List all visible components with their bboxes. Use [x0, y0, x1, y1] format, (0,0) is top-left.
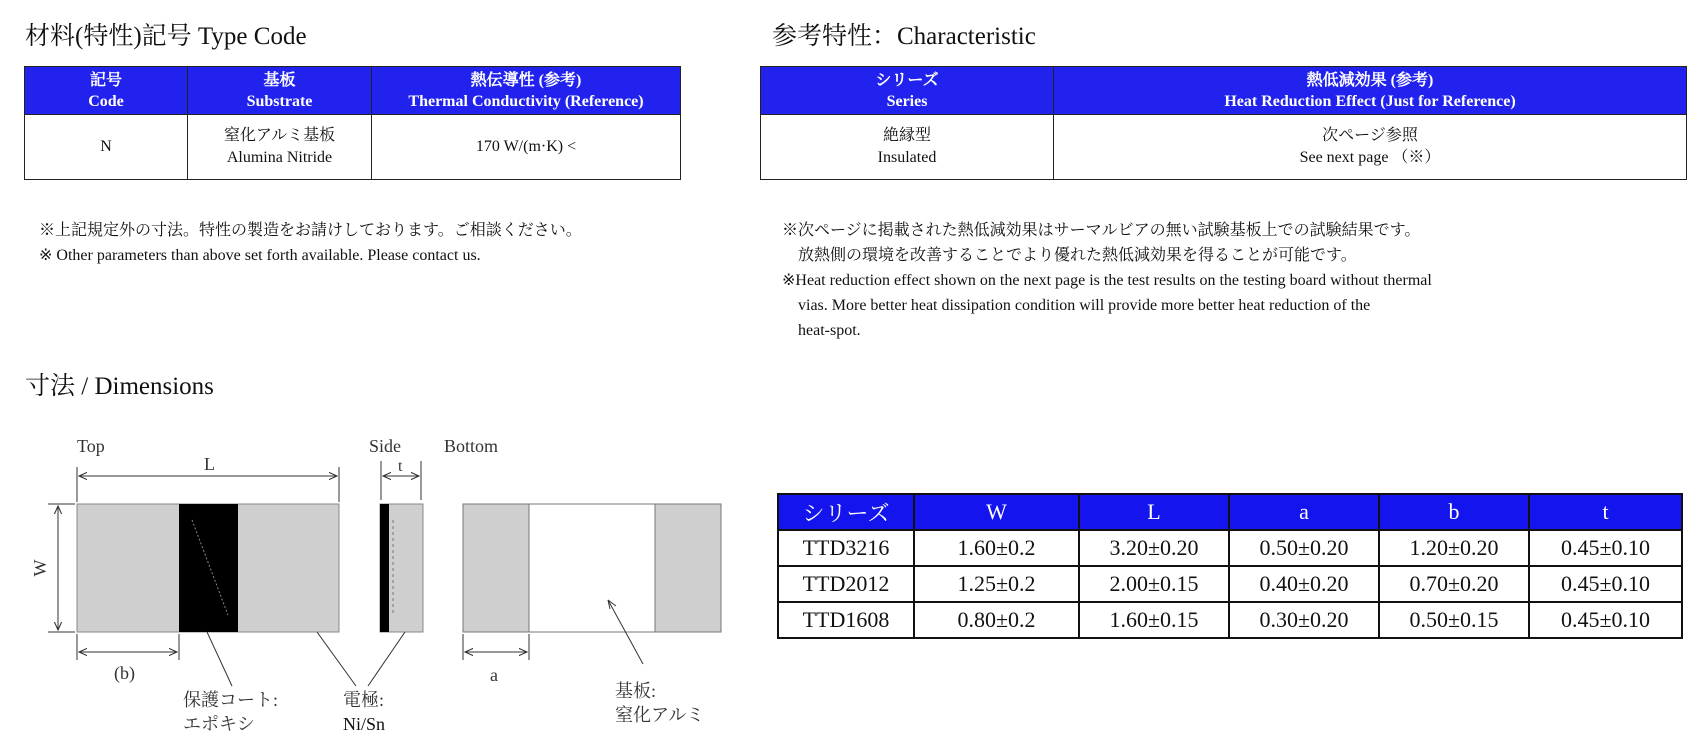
bottom-electrode-right [655, 504, 721, 632]
protective-coat-material: エポキシ [183, 714, 255, 734]
dim-header-a: a [1229, 494, 1379, 530]
table-row [778, 602, 1682, 638]
cell-substrate-ja: 窒化アルミ基板 [223, 127, 336, 144]
characteristic-table [760, 66, 1687, 180]
header-conductivity-ja: 熱伝導性 (参考) [470, 71, 582, 89]
bottom-view-label: Bottom [444, 436, 499, 456]
cell-conductivity: 170 W/(m·K) < [372, 115, 681, 180]
characteristic-row [761, 115, 1687, 180]
b-label: (b) [114, 663, 135, 683]
substrate-material: 窒化アルミ [615, 705, 705, 725]
side-view [380, 504, 423, 632]
header-series-ja: シリーズ [875, 71, 939, 89]
header-heat-reduction [1054, 67, 1687, 115]
cell-series-en: Insulated [877, 149, 937, 166]
type-code-note-en: ※ Other parameters than above set forth available. Please contact us. [39, 247, 481, 264]
a-label: a [490, 665, 498, 685]
dimensions-header-row [778, 494, 1682, 530]
header-heat-reduction-en: Heat Reduction Effect (Just for Reference) [1224, 92, 1516, 110]
width-label: W [30, 559, 50, 577]
dim-cell: 0.50±0.15 [1379, 602, 1529, 638]
protective-coat [179, 504, 238, 632]
protective-coat-label: 保護コート: [183, 690, 279, 710]
dim-cell: 2.00±0.15 [1079, 566, 1229, 602]
cell-heat-reduction-ja: 次ページ参照 [1322, 127, 1418, 144]
dim-cell: 1.60±0.15 [1079, 602, 1229, 638]
dim-header-l: L [1079, 494, 1229, 530]
table-row [778, 530, 1682, 566]
dim-cell: TTD2012 [778, 566, 914, 602]
dim-cell: 0.80±0.2 [914, 602, 1079, 638]
characteristic-header-row [761, 67, 1687, 115]
dim-cell: 0.45±0.10 [1529, 566, 1682, 602]
characteristic-note-4: vias. More better heat dissipation condition will provide more better heat reduction of the [782, 297, 1371, 314]
dim-cell: 3.20±0.20 [1079, 530, 1229, 566]
header-substrate-en: Substrate [246, 92, 313, 110]
top-view-label: Top [77, 436, 105, 456]
header-conductivity-en: Thermal Conductivity (Reference) [408, 92, 644, 110]
dim-cell: 0.45±0.10 [1529, 530, 1682, 566]
cell-substrate-en: Alumina Nitride [226, 149, 333, 166]
dim-header-t: t [1529, 494, 1682, 530]
cell-series-ja: 絶縁型 [882, 127, 931, 144]
header-series-en: Series [886, 92, 928, 110]
characteristic-heading: 参考特性：Characteristic [772, 23, 1036, 50]
dim-cell: 1.25±0.2 [914, 566, 1079, 602]
electrode-label: 電極: [343, 690, 385, 710]
cell-code: N [25, 115, 188, 180]
dim-cell: 0.45±0.10 [1529, 602, 1682, 638]
substrate-label: 基板: [615, 681, 657, 701]
characteristic-note-3: ※Heat reduction effect shown on the next page is the test results on the testing board without thermal [782, 272, 1432, 289]
characteristic-note-5: heat-spot. [782, 322, 861, 339]
top-view [77, 504, 339, 632]
dim-cell: 0.30±0.20 [1229, 602, 1379, 638]
bottom-view [463, 504, 721, 632]
characteristic-note-2: 放熱側の環境を改善することでより優れた熱低減効果を得ることが可能です。 [782, 247, 1357, 264]
dim-header-w: W [914, 494, 1079, 530]
cell-series [761, 115, 1054, 180]
dimensions-table [777, 493, 1683, 639]
type-code-note-ja: ※上記規定外の寸法。特性の製造をお請けしております。ご相談ください。 [39, 222, 582, 239]
cell-heat-reduction [1054, 115, 1687, 180]
dim-cell: 1.20±0.20 [1379, 530, 1529, 566]
characteristic-note-1: ※次ページに掲載された熱低減効果はサーマルビアの無い試験基板上での試験結果です。 [782, 222, 1421, 239]
dimension-diagram [0, 0, 760, 750]
dim-cell: 1.60±0.2 [914, 530, 1079, 566]
dimensions-heading: 寸法 / Dimensions [25, 373, 214, 400]
dim-cell: 0.40±0.20 [1229, 566, 1379, 602]
length-label: L [204, 454, 215, 474]
header-code-en: Code [88, 92, 124, 110]
thickness-label: t [398, 458, 403, 475]
header-series [761, 67, 1054, 115]
dim-cell: TTD1608 [778, 602, 914, 638]
dim-header-b: b [1379, 494, 1529, 530]
dim-cell: 0.70±0.20 [1379, 566, 1529, 602]
electrode-material: Ni/Sn [343, 714, 386, 734]
table-row [778, 566, 1682, 602]
cell-heat-reduction-en: See next page （※） [1299, 149, 1441, 166]
bottom-electrode-left [463, 504, 529, 632]
dim-cell: 0.50±0.20 [1229, 530, 1379, 566]
header-code-ja: 記号 [89, 71, 122, 89]
characteristic-notes [782, 218, 1432, 343]
type-code-heading: 材料(特性)記号 Type Code [25, 23, 307, 50]
header-heat-reduction-ja: 熱低減効果 (参考) [1306, 71, 1434, 89]
side-view-label: Side [369, 436, 402, 456]
dim-header-series: シリーズ [778, 494, 914, 530]
header-substrate-ja: 基板 [263, 71, 296, 89]
dim-cell: TTD3216 [778, 530, 914, 566]
